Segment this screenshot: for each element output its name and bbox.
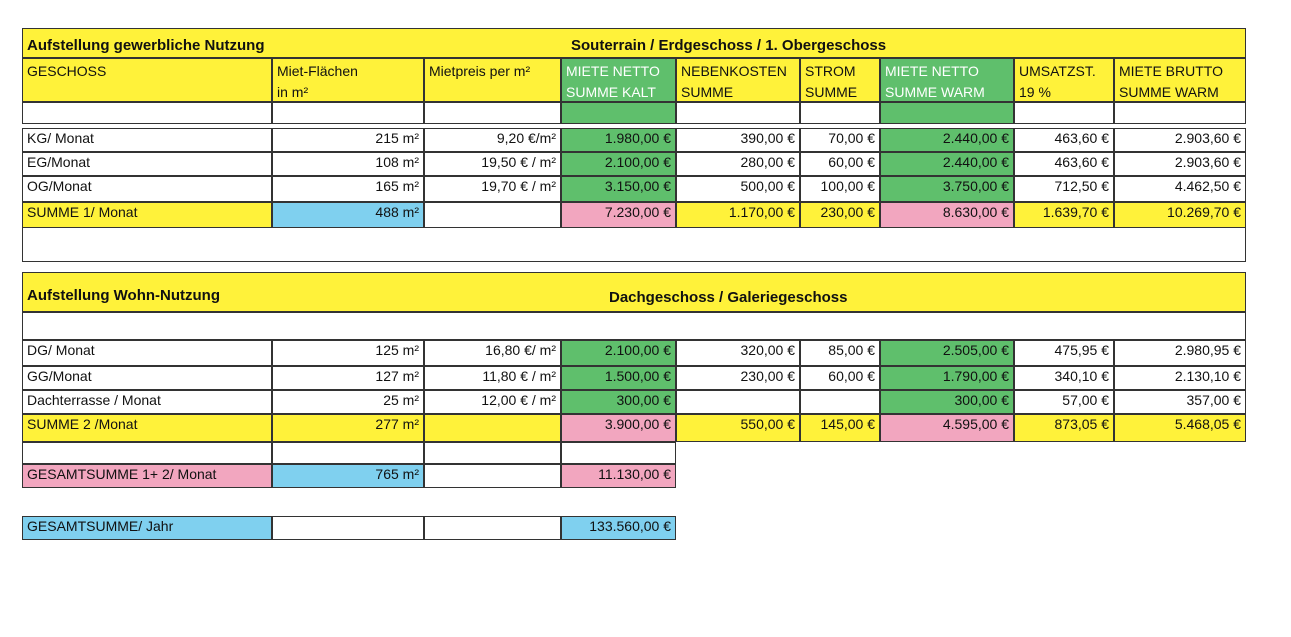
- row-ust: 57,00 €: [1014, 390, 1114, 414]
- row-flaeche: 125 m²: [272, 340, 424, 366]
- sum-ust: 1.639,70 €: [1014, 202, 1114, 228]
- section1-title: Aufstellung gewerbliche Nutzung: [27, 37, 265, 54]
- row-preis: 11,80 € / m²: [424, 366, 561, 390]
- header-geschoss: GESCHOSS: [22, 58, 272, 102]
- row-ust: 712,50 €: [1014, 176, 1114, 202]
- row-preis: 19,50 € / m²: [424, 152, 561, 176]
- total-year-kalt: 133.560,00 €: [561, 516, 676, 540]
- row-kalt: 2.100,00 €: [561, 152, 676, 176]
- section-spacer: [22, 228, 1246, 262]
- row-strom: [800, 390, 880, 414]
- row-neben: 230,00 €: [676, 366, 800, 390]
- row-label: KG/ Monat: [22, 128, 272, 152]
- row-strom: 70,00 €: [800, 128, 880, 152]
- row-neben: 500,00 €: [676, 176, 800, 202]
- row-preis: 9,20 €/m²: [424, 128, 561, 152]
- table-row: [22, 366, 1246, 390]
- blank-row: [22, 442, 1246, 464]
- blank-cell: [272, 442, 424, 464]
- header-nebenkosten: NEBENKOSTEN SUMME: [676, 58, 800, 102]
- total-month-kalt: 11.130,00 €: [561, 464, 676, 488]
- blank-cell: [1014, 102, 1114, 124]
- total-month-label: GESAMTSUMME 1+ 2/ Monat: [22, 464, 272, 488]
- row-warm: 300,00 €: [880, 390, 1014, 414]
- blank-cell: [424, 414, 561, 442]
- sum-warm: 8.630,00 €: [880, 202, 1014, 228]
- sum-neben: 550,00 €: [676, 414, 800, 442]
- sum-flaeche: 277 m²: [272, 414, 424, 442]
- section1-blank-row: [22, 102, 1246, 124]
- row-strom: 85,00 €: [800, 340, 880, 366]
- row-kalt: 300,00 €: [561, 390, 676, 414]
- row-neben: 320,00 €: [676, 340, 800, 366]
- blank-cell: [424, 464, 561, 488]
- row-strom: 60,00 €: [800, 366, 880, 390]
- row-warm: 2.505,00 €: [880, 340, 1014, 366]
- row-ust: 463,60 €: [1014, 152, 1114, 176]
- blank-cell: [22, 102, 272, 124]
- section1-title-bar: [22, 28, 1246, 58]
- row-neben: 390,00 €: [676, 128, 800, 152]
- row-flaeche: 127 m²: [272, 366, 424, 390]
- row-label: EG/Monat: [22, 152, 272, 176]
- row-flaeche: 25 m²: [272, 390, 424, 414]
- table-row: [22, 340, 1246, 366]
- header-netto-kalt: MIETE NETTO SUMME KALT: [561, 58, 676, 102]
- section2-subtitle: Dachgeschoss / Galeriegeschoss: [609, 289, 848, 306]
- row-brutto: 357,00 €: [1114, 390, 1246, 414]
- row-warm: 1.790,00 €: [880, 366, 1014, 390]
- table-row: [22, 128, 1246, 152]
- section2-blank-row: [22, 312, 1246, 340]
- row-label: Dachterrasse / Monat: [22, 390, 272, 414]
- table-row: [22, 152, 1246, 176]
- row-kalt: 2.100,00 €: [561, 340, 676, 366]
- row-kalt: 1.500,00 €: [561, 366, 676, 390]
- sum-row: [22, 202, 1246, 228]
- sum-ust: 873,05 €: [1014, 414, 1114, 442]
- row-preis: 12,00 € / m²: [424, 390, 561, 414]
- row-brutto: 2.903,60 €: [1114, 152, 1246, 176]
- sum-kalt: 7.230,00 €: [561, 202, 676, 228]
- table-row: [22, 176, 1246, 202]
- sum-flaeche: 488 m²: [272, 202, 424, 228]
- blank-cell: [1114, 102, 1246, 124]
- row-brutto: 2.903,60 €: [1114, 128, 1246, 152]
- row-ust: 340,10 €: [1014, 366, 1114, 390]
- row-kalt: 3.150,00 €: [561, 176, 676, 202]
- row-flaeche: 108 m²: [272, 152, 424, 176]
- row-neben: [676, 390, 800, 414]
- blank-cell: [676, 102, 800, 124]
- row-preis: 19,70 € / m²: [424, 176, 561, 202]
- row-kalt: 1.980,00 €: [561, 128, 676, 152]
- section2-title: Aufstellung Wohn-Nutzung: [27, 287, 221, 304]
- sum-neben: 1.170,00 €: [676, 202, 800, 228]
- row-strom: 100,00 €: [800, 176, 880, 202]
- blank-cell: [880, 102, 1014, 124]
- section1-header-row: [22, 58, 1246, 102]
- blank-cell: [561, 102, 676, 124]
- sum-brutto: 10.269,70 €: [1114, 202, 1246, 228]
- blank-cell: [272, 516, 424, 540]
- row-strom: 60,00 €: [800, 152, 880, 176]
- blank-cell: [272, 102, 424, 124]
- row-warm: 3.750,00 €: [880, 176, 1014, 202]
- header-mietpreis: Mietpreis per m²: [424, 58, 561, 102]
- total-year-row: [22, 516, 1246, 540]
- blank-cell: [424, 516, 561, 540]
- blank-cell: [561, 442, 676, 464]
- row-brutto: 2.980,95 €: [1114, 340, 1246, 366]
- header-netto-warm: MIETE NETTO SUMME WARM: [880, 58, 1014, 102]
- row-label: DG/ Monat: [22, 340, 272, 366]
- sum-row: [22, 414, 1246, 442]
- row-flaeche: 215 m²: [272, 128, 424, 152]
- blank-cell: [800, 102, 880, 124]
- section1-subtitle: Souterrain / Erdgeschoss / 1. Obergeschoss: [571, 37, 887, 54]
- blank-cell: [424, 102, 561, 124]
- total-year-label: GESAMTSUMME/ Jahr: [22, 516, 272, 540]
- row-ust: 475,95 €: [1014, 340, 1114, 366]
- header-ust: UMSATZST. 19 %: [1014, 58, 1114, 102]
- row-warm: 2.440,00 €: [880, 128, 1014, 152]
- row-warm: 2.440,00 €: [880, 152, 1014, 176]
- header-brutto: MIETE BRUTTO SUMME WARM: [1114, 58, 1246, 102]
- sum-label: SUMME 1/ Monat: [22, 202, 272, 228]
- blank-cell: [424, 442, 561, 464]
- sum-warm: 4.595,00 €: [880, 414, 1014, 442]
- row-label: GG/Monat: [22, 366, 272, 390]
- header-flaechen: Miet-Flächen in m²: [272, 58, 424, 102]
- row-neben: 280,00 €: [676, 152, 800, 176]
- blank-cell: [22, 442, 272, 464]
- row-label: OG/Monat: [22, 176, 272, 202]
- sum-kalt: 3.900,00 €: [561, 414, 676, 442]
- total-month-flaeche: 765 m²: [272, 464, 424, 488]
- sum-label: SUMME 2 /Monat: [22, 414, 272, 442]
- row-ust: 463,60 €: [1014, 128, 1114, 152]
- header-strom: STROM SUMME: [800, 58, 880, 102]
- sum-strom: 145,00 €: [800, 414, 880, 442]
- row-brutto: 2.130,10 €: [1114, 366, 1246, 390]
- row-flaeche: 165 m²: [272, 176, 424, 202]
- row-preis: 16,80 €/ m²: [424, 340, 561, 366]
- table-row: [22, 390, 1246, 414]
- total-month-row: [22, 464, 1246, 488]
- blank-cell: [424, 202, 561, 228]
- section2-title-bar: [22, 272, 1246, 312]
- sum-brutto: 5.468,05 €: [1114, 414, 1246, 442]
- row-brutto: 4.462,50 €: [1114, 176, 1246, 202]
- sum-strom: 230,00 €: [800, 202, 880, 228]
